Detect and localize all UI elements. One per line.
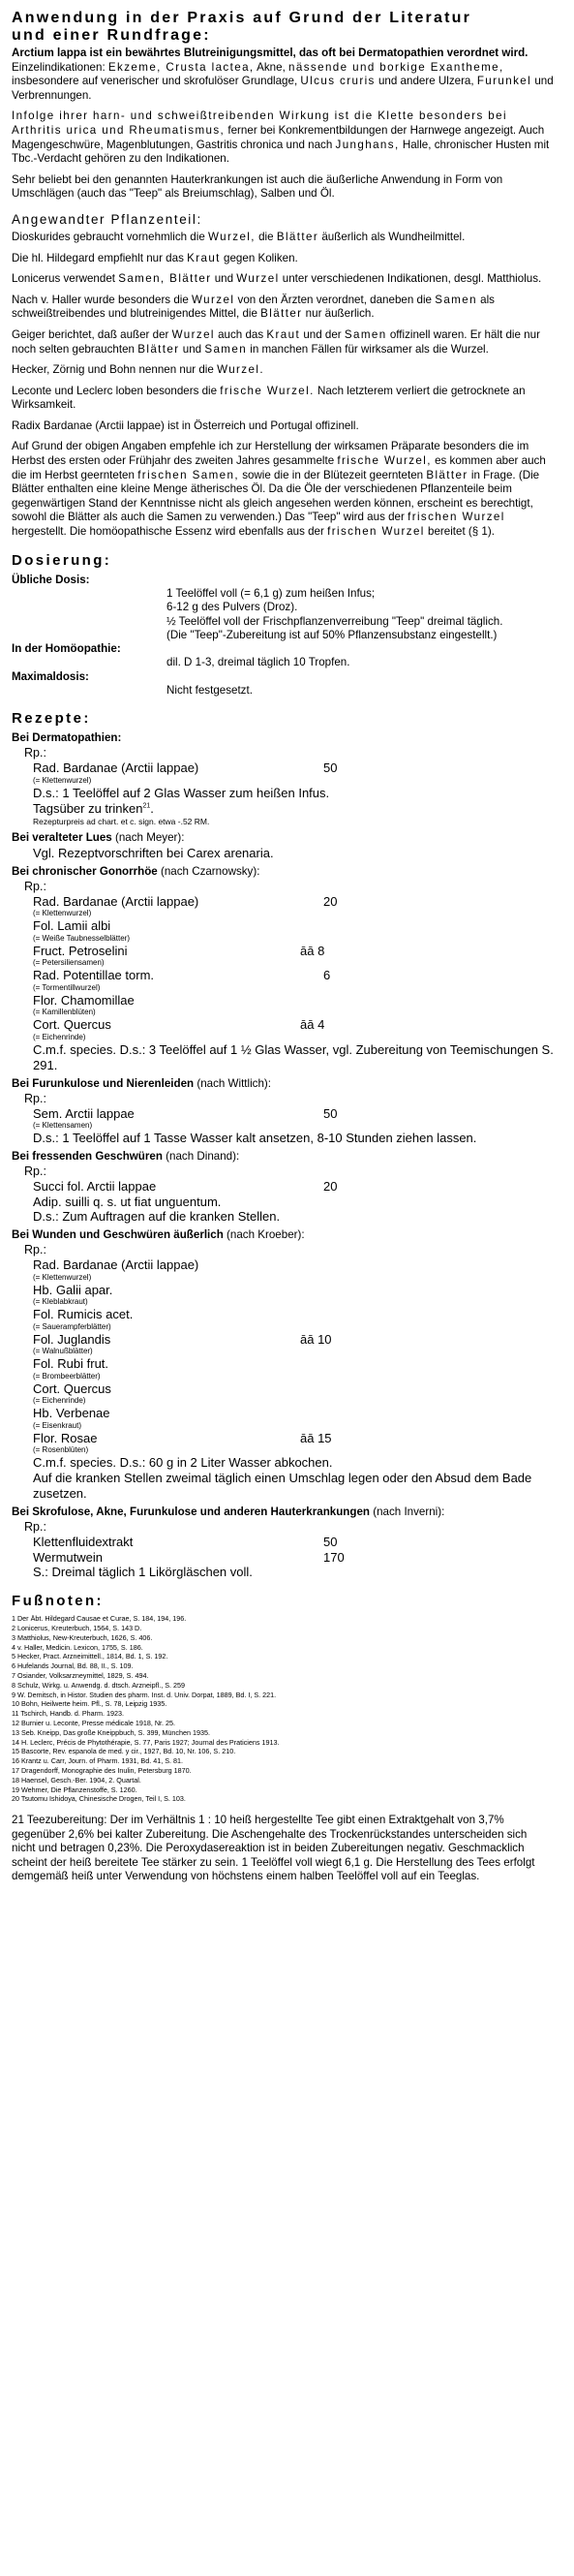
intro-paragraph bbox=[12, 47, 554, 103]
ingredient-german-name: (= Petersiliensamen) bbox=[33, 958, 105, 968]
dosage-label: Übliche Dosis: bbox=[12, 573, 90, 586]
ingredient-name: Klettenfluidextrakt bbox=[33, 1535, 134, 1550]
dosage-label: Maximaldosis: bbox=[12, 669, 89, 683]
ingredient-row bbox=[33, 1381, 554, 1407]
recipe-body bbox=[12, 846, 554, 861]
plant-part-paragraph bbox=[12, 440, 554, 539]
footnote: 9 W. Demitsch, in Histor. Studien des pharm. Inst. d. Univ. Dorpat, 1889, Bd. I, S. 221. bbox=[12, 1690, 277, 1699]
instruction-text: Vgl. Rezeptvorschriften bei Carex arenaria. bbox=[33, 845, 274, 860]
ingredient-german-name: (= Tormentillwurzel) bbox=[33, 982, 101, 992]
ingredient-quantity: āā 8 bbox=[300, 943, 325, 958]
recipe-rp-label: Rp.: bbox=[24, 1091, 46, 1105]
ingredient-row bbox=[33, 1535, 554, 1550]
dosage-value bbox=[166, 642, 554, 656]
instruction-text: C.m.f. species. D.s.: 60 g in 2 Liter Wasser abkochen. bbox=[33, 1455, 333, 1471]
recipe-block bbox=[12, 1505, 554, 1580]
ingredient-name: Hb. Galii apar. bbox=[33, 1282, 113, 1297]
recipe-body bbox=[12, 1092, 554, 1147]
recipe-heading bbox=[12, 1228, 554, 1242]
text-segment: Halle, chronischer Husten mit Tbc.-Verdacht gehören zu den Indikationen. bbox=[12, 138, 550, 166]
text-segment: nässende und borkige Exantheme, bbox=[288, 60, 504, 74]
recipe-source: (nach Inverni): bbox=[370, 1505, 445, 1519]
text-segment: Ekzeme, Crusta lactea, bbox=[107, 60, 255, 74]
footnote: 15 Bascorte, Rev. espanola de med. y cir., 1927, Bd. 10, Nr. 106, S. 210. bbox=[12, 1747, 236, 1756]
text-segment: Samen bbox=[344, 327, 387, 341]
text-segment: ferner bei Konkrementbildungen der Harnwege angezeigt. Auch Magengeschwüre, Magenblutungen, Gastritis chronica und nach bbox=[12, 123, 545, 151]
recipe-instruction bbox=[33, 1131, 554, 1146]
ingredient-german-name: (= Eichenrinde) bbox=[33, 1396, 86, 1406]
dosage-label bbox=[12, 656, 166, 669]
recipe-rp-label: Rp.: bbox=[24, 1520, 46, 1535]
recipe-rp-label: Rp.: bbox=[24, 879, 46, 893]
ingredient-row bbox=[33, 1406, 554, 1431]
text-segment: Nach letzterem verliert die getrocknete an Wirksamkeit. bbox=[12, 384, 526, 412]
recipe-body bbox=[12, 746, 554, 827]
plant-part-paragraph bbox=[12, 294, 554, 322]
text-segment: Samen, Blätter bbox=[118, 272, 212, 286]
text-segment: die bbox=[255, 230, 277, 243]
ingredient-name: Adip. suilli q. s. ut fiat unguentum. bbox=[33, 1194, 222, 1209]
footnote-reference: 21 bbox=[142, 802, 151, 810]
text-segment: Leconte und Leclerc loben besonders die bbox=[12, 384, 221, 397]
recipe-title: Bei fressenden Geschwüren bbox=[12, 1150, 163, 1164]
footnote: 20 Tsutomu Ishidoya, Chinesische Drogen, Teil I, S. 103. bbox=[12, 1794, 186, 1804]
ingredient-name: Cort. Quercus bbox=[33, 1381, 111, 1396]
ingredient-name: Fol. Lamii albi bbox=[33, 918, 111, 934]
ingredient-quantity: āā 4 bbox=[300, 1017, 325, 1033]
text-segment: Blätter bbox=[137, 342, 180, 356]
plant-part-paragraph bbox=[12, 363, 554, 378]
recipe-source: (nach Kroeber): bbox=[223, 1228, 305, 1242]
text-segment: in manchen Fällen für wirksamer als die Wurzel. bbox=[247, 342, 489, 356]
text-segment: hergestellt. Die homöopathische Essenz wird ebenfalls aus der bbox=[12, 525, 328, 539]
ingredient-row bbox=[33, 944, 554, 969]
text-segment: Furunkel bbox=[476, 75, 532, 88]
dosage-value bbox=[166, 587, 554, 642]
recipe-rp-label: Rp.: bbox=[24, 1243, 46, 1257]
text-segment: in Frage. (Die Blätter enthalten eine kleine Menge ätherisches Öl. Da die Öle der verschiedenen Pflanzenteile beim gegenwärtigen Stand der Kenntnisse nicht als gleich angesehen werden können, erscheint es berechtigt, sowohl die Blätter als auch die Samen zu verwenden.) Das "Teep" wird aus der bbox=[12, 468, 540, 524]
text-segment: Samen bbox=[204, 342, 248, 356]
recipe-price-note: Rezepturpreis ad chart. et c. sign. etwa -.52 RM. bbox=[33, 816, 210, 826]
dosage-line: Nicht festgesetzt. bbox=[166, 684, 253, 697]
recipe-rp-label: Rp.: bbox=[24, 746, 46, 760]
ingredient-row bbox=[33, 1257, 554, 1283]
recipe-title: Bei veralteter Lues bbox=[12, 830, 112, 844]
footnote: 16 Krantz u. Carr, Journ. of Pharm. 1931, Bd. 41, S. 81. bbox=[12, 1756, 183, 1766]
text-segment: frischen Wurzel bbox=[408, 511, 505, 524]
plant-part-paragraph bbox=[12, 328, 554, 357]
plant-part-paragraph bbox=[12, 385, 554, 413]
text-segment: Einzelindikationen: bbox=[12, 60, 108, 74]
dosage-row bbox=[12, 574, 554, 587]
ingredient-german-name: (= Kleblabkraut) bbox=[33, 1297, 88, 1307]
tea-preparation-note: 21 Teezubereitung: Der im Verhältnis 1 : 10 heiß hergestellte Tee gibt einen Extraktgehalt von 3,7% gegenüber 2,6% bei kalter Zubereitung. Die Aschengehalte des Trockenrückstandes unterscheiden sich nicht und betragen 0,23%. Die Peroxydasereaktion ist in beiden Zubereitungen negativ. Geschmacklich scheint der heiß bereitete Tee stärker zu sein. 1 Teelöffel voll wiegt 6,1 g. Die Herstellung des Tees erfolgt demgemäß heiß unter Verwendung von höchstens einem halben Teelöffel voll auf ein Teeglas. bbox=[12, 1814, 535, 1883]
plant-part-paragraph bbox=[12, 419, 554, 434]
recipe-body bbox=[12, 1243, 554, 1502]
instruction-text: S.: Dreimal täglich 1 Likörgläschen voll. bbox=[33, 1565, 253, 1580]
plant-part-paragraph bbox=[12, 231, 554, 245]
ingredient-german-name: (= Brombeerblätter) bbox=[33, 1371, 101, 1381]
ingredient-row bbox=[33, 1550, 554, 1566]
page-title-line-1: Anwendung in der Praxis auf Grund der Literatur bbox=[12, 10, 472, 26]
footnote: 1 Der Äbt. Hildegard Causae et Curae, S. 184, 194, 196. bbox=[12, 1614, 187, 1624]
recipe-block bbox=[12, 865, 554, 1073]
text-segment: frischen Wurzel bbox=[327, 525, 425, 539]
ingredient-row bbox=[33, 1106, 554, 1132]
recipe-title: Bei Skrofulose, Akne, Furunkulose und anderen Hauterkrankungen bbox=[12, 1505, 370, 1519]
ingredient-quantity: 20 bbox=[323, 1179, 338, 1195]
dosage-table bbox=[12, 574, 554, 698]
ingredient-name: Flor. Chamomillae bbox=[33, 992, 135, 1008]
text-segment: frische Wurzel, bbox=[337, 454, 432, 468]
footnote: 12 Burnier u. Leconte, Presse médicale 1918, Nr. 25. bbox=[12, 1719, 176, 1728]
text-segment: Samen bbox=[435, 293, 477, 306]
instruction-text: D.s.: 1 Teelöffel auf 2 Glas Wasser zum heißen Infus. bbox=[33, 785, 330, 800]
recipe-source: (nach Meyer): bbox=[111, 830, 185, 844]
text-segment: Wurzel, bbox=[208, 230, 256, 243]
instruction-text: D.s.: 1 Teelöffel auf 1 Tasse Wasser kalt ansetzen, 8-10 Stunden ziehen lassen. bbox=[33, 1131, 477, 1146]
text-segment: auch das bbox=[214, 327, 267, 341]
recipes-section bbox=[12, 731, 554, 1580]
ingredient-row bbox=[33, 1356, 554, 1381]
dosage-row bbox=[12, 670, 554, 684]
ingredient-german-name: (= Kamillenblüten) bbox=[33, 1008, 96, 1017]
ingredient-name: Cort. Quercus bbox=[33, 1017, 111, 1033]
text-segment: äußerlich als Wundheilmittel. bbox=[318, 230, 466, 243]
text-segment: und bbox=[211, 272, 237, 286]
footnotes-heading: Fußnoten: bbox=[12, 1593, 104, 1610]
dosage-label: In der Homöopathie: bbox=[12, 642, 121, 656]
text-segment: unter verschiedenen Indikationen, desgl. Matthiolus. bbox=[279, 272, 542, 286]
text-segment: offizinell waren. Er hält die nur noch selten gebrauchten bbox=[12, 327, 540, 356]
ingredient-name: Rad. Potentillae torm. bbox=[33, 968, 155, 983]
dosage-label bbox=[12, 684, 166, 698]
footnotes-list bbox=[12, 1614, 554, 1804]
text-segment: als schweißtreibendes und blutreinigendes Mittel, die bbox=[12, 293, 495, 321]
recipes-heading: Rezepte: bbox=[12, 710, 91, 728]
text-segment: nur äußerlich. bbox=[302, 307, 375, 321]
text-segment: Die hl. Hildegard empfiehlt nur das bbox=[12, 251, 188, 264]
footnote: 4 v. Haller, Medicin. Lexicon, 1755, S. 186. bbox=[12, 1642, 143, 1652]
recipe-source: (nach Czarnowsky): bbox=[157, 864, 260, 878]
text-segment: Arctium lappa ist ein bewährtes Blutreinigungsmittel, das oft bei Dermatopathien verordnet wird. bbox=[12, 47, 529, 59]
dosage-value bbox=[166, 656, 554, 669]
text-segment: Sehr beliebt bei den genannten Hauterkrankungen ist auch die äußerliche Anwendung in Form von Umschlägen (auch das "Teep" als Breiumschlag), Salben und Öl. bbox=[12, 172, 503, 201]
ingredient-german-name: (= Rosenblüten) bbox=[33, 1445, 89, 1455]
ingredient-row bbox=[33, 1332, 554, 1357]
recipe-source: (nach Wittlich): bbox=[194, 1076, 271, 1090]
recipe-heading bbox=[12, 1505, 554, 1519]
ingredient-quantity: 6 bbox=[323, 968, 331, 983]
ingredient-quantity: 170 bbox=[323, 1549, 345, 1565]
dosage-row bbox=[12, 642, 554, 656]
dosage-row bbox=[12, 656, 554, 669]
footnote: 7 Osiander, Volksarzneymittel, 1829, S. 494. bbox=[12, 1671, 149, 1681]
text-segment: von den Ärzten verordnet, daneben die bbox=[234, 293, 436, 306]
text-segment: Wurzel bbox=[236, 272, 280, 286]
ingredient-row bbox=[33, 1283, 554, 1308]
ingredient-german-name: (= Klettenwurzel) bbox=[33, 909, 92, 918]
intro-paragraph bbox=[12, 173, 554, 202]
intro-section bbox=[12, 47, 554, 202]
recipe-source: (nach Dinand): bbox=[162, 1150, 240, 1164]
ingredient-german-name: (= Klettensamen) bbox=[33, 1121, 93, 1131]
recipe-heading bbox=[12, 1150, 554, 1164]
text-segment: Wurzel. bbox=[217, 363, 264, 377]
recipe-body bbox=[12, 1164, 554, 1225]
text-segment: gegen Koliken. bbox=[220, 251, 298, 264]
text-segment: frischen Samen, bbox=[137, 468, 239, 481]
footnote: 13 Seb. Kneipp, Das große Kneippbuch, S. 399, München 1935. bbox=[12, 1727, 210, 1737]
recipe-heading bbox=[12, 831, 554, 845]
text-segment: Dioskurides gebraucht vornehmlich die bbox=[12, 230, 208, 243]
dosage-label bbox=[12, 587, 166, 642]
recipe-instruction bbox=[33, 1209, 554, 1225]
ingredient-name: Fruct. Petroselini bbox=[33, 943, 128, 958]
text-segment: Kraut bbox=[187, 251, 221, 264]
recipe-instruction bbox=[33, 1565, 554, 1580]
dosage-line: 6-12 g des Pulvers (Droz). bbox=[166, 601, 298, 614]
footnote: 19 Wehmer, Die Pflanzenstoffe, S. 1260. bbox=[12, 1785, 137, 1794]
page-title-line-2: und einer Rundfrage: bbox=[12, 27, 211, 44]
recipe-instruction bbox=[33, 786, 554, 801]
instruction-text: D.s.: Zum Auftragen auf die kranken Stellen. bbox=[33, 1209, 281, 1225]
recipe-block bbox=[12, 1150, 554, 1225]
ingredient-german-name: (= Eichenrinde) bbox=[33, 1032, 86, 1041]
ingredient-german-name: (= Klettenwurzel) bbox=[33, 1272, 92, 1282]
plant-parts-section bbox=[12, 231, 554, 540]
recipe-title: Bei Furunkulose und Nierenleiden bbox=[12, 1076, 195, 1090]
text-segment: Blätter bbox=[276, 230, 319, 243]
footnote: 10 Bohn, Heilwerte heim. Pfl., S. 78, Leipzig 1935. bbox=[12, 1699, 167, 1709]
text-segment: Lonicerus verwendet bbox=[12, 272, 119, 286]
recipe-instruction bbox=[33, 846, 554, 861]
text-segment: sowie die in der Blütezeit geernteten bbox=[238, 468, 427, 481]
recipe-rp-label: Rp.: bbox=[24, 1164, 46, 1179]
recipe-block bbox=[12, 1077, 554, 1147]
ingredient-name: Wermutwein bbox=[33, 1549, 104, 1565]
text-segment: es kommen aber auch die im Herbst geernteten bbox=[12, 454, 546, 481]
recipe-block bbox=[12, 831, 554, 861]
ingredient-row bbox=[33, 760, 554, 786]
footnote: 2 Lonicerus, Kreuterbuch, 1564, S. 143 D. bbox=[12, 1624, 142, 1633]
text-segment: und bbox=[179, 342, 205, 356]
dosage-row bbox=[12, 587, 554, 642]
ingredient-german-name: (= Klettenwurzel) bbox=[33, 775, 92, 785]
ingredient-name: Rad. Bardanae (Arctii lappae) bbox=[33, 760, 199, 776]
ingredient-german-name: (= Sauerampferblätter) bbox=[33, 1321, 111, 1331]
ingredient-name: Fol. Juglandis bbox=[33, 1331, 111, 1347]
text-segment: bereitet (§ 1). bbox=[424, 525, 495, 539]
ingredient-row bbox=[33, 918, 554, 944]
text-segment: Junghans, bbox=[335, 138, 400, 151]
ingredient-german-name: (= Eisenkraut) bbox=[33, 1420, 82, 1430]
instruction-text: Auf die kranken Stellen zweimal täglich einen Umschlag legen oder den Absud dem Bade zusetzen. bbox=[33, 1471, 532, 1502]
text-segment: insbesondere auf venerischer und skrofulöser Grundlage, bbox=[12, 75, 301, 88]
recipe-body bbox=[12, 1520, 554, 1580]
ingredient-row bbox=[33, 894, 554, 919]
ingredient-row bbox=[33, 1195, 554, 1210]
ingredient-name: Sem. Arctii lappae bbox=[33, 1105, 135, 1121]
text-segment: Wurzel bbox=[171, 327, 215, 341]
dosage-value bbox=[166, 574, 554, 587]
recipe-instruction bbox=[33, 1042, 554, 1073]
ingredient-row bbox=[33, 1017, 554, 1042]
footnote: 5 Hecker, Pract. Arzneimittell., 1814, Bd. 1, S. 192. bbox=[12, 1652, 168, 1661]
recipe-heading bbox=[12, 1077, 554, 1091]
ingredient-row bbox=[33, 993, 554, 1018]
text-segment: Blätter bbox=[260, 307, 303, 321]
text-segment: Blätter bbox=[426, 468, 468, 481]
text-segment: Auf Grund der obigen Angaben empfehle ich zur Herstellung der wirksamen Präparate besonders die im Herbst des ersten oder Frühjahr des zweiten Jahres gesammelte bbox=[12, 440, 529, 468]
ingredient-row bbox=[33, 1179, 554, 1195]
footnote: 11 Tschirch, Handb. d. Pharm. 1923. bbox=[12, 1709, 124, 1719]
text-segment: Wurzel bbox=[192, 293, 235, 306]
text-segment: und Verbrennungen. bbox=[12, 75, 554, 102]
text-segment: Kraut bbox=[266, 327, 301, 341]
footnote: 8 Schulz, Wirkg. u. Anwendg. d. dtsch. Arzneipfl., S. 259 bbox=[12, 1680, 185, 1690]
dosage-value bbox=[166, 670, 554, 684]
recipe-title: Bei Dermatopathien: bbox=[12, 731, 122, 745]
dosage-heading: Dosierung: bbox=[12, 551, 112, 569]
dosage-row bbox=[12, 684, 554, 698]
recipe-body bbox=[12, 880, 554, 1073]
recipe-heading bbox=[12, 865, 554, 879]
ingredient-name: Rad. Bardanae (Arctii lappae) bbox=[33, 1257, 199, 1273]
text-segment: Infolge ihrer harn- und schweißtreibenden Wirkung ist die Klette besonders bei Arthritis urica und Rheumatismus, bbox=[12, 109, 507, 137]
ingredient-name: Flor. Rosae bbox=[33, 1430, 98, 1445]
ingredient-quantity: āā 15 bbox=[300, 1430, 332, 1445]
ingredient-row bbox=[33, 1431, 554, 1456]
footnote: 6 Hufelands Journal, Bd. 88, II., S. 109. bbox=[12, 1661, 134, 1671]
instruction-text: C.m.f. species. D.s.: 3 Teelöffel auf 1 ½ Glas Wasser, vgl. Zubereitung von Teemischungen S. 291. bbox=[33, 1041, 554, 1072]
ingredient-name: Fol. Rumicis acet. bbox=[33, 1307, 134, 1322]
plant-parts-heading: Angewandter Pflanzenteil: bbox=[12, 211, 202, 227]
text-segment: Akne, bbox=[254, 60, 289, 74]
recipe-title: Bei Wunden und Geschwüren äußerlich bbox=[12, 1228, 224, 1242]
text-segment: Radix Bardanae (Arctii lappae) ist in Österreich und Portugal offizinell. bbox=[12, 419, 359, 432]
ingredient-german-name: (= Weiße Taubnesselblätter) bbox=[33, 933, 130, 943]
recipe-block bbox=[12, 1228, 554, 1502]
ingredient-name: Fol. Rubi frut. bbox=[33, 1356, 109, 1372]
text-segment: und andere Ulzera, bbox=[375, 75, 477, 88]
ingredient-quantity: 20 bbox=[323, 893, 338, 909]
ingredient-name: Succi fol. Arctii lappae bbox=[33, 1179, 157, 1195]
dosage-line: dil. D 1-3, dreimal täglich 10 Tropfen. bbox=[166, 656, 350, 669]
ingredient-german-name: (= Walnußblätter) bbox=[33, 1347, 93, 1356]
text-segment: Hecker, Zörnig und Bohn nennen nur die bbox=[12, 363, 218, 377]
recipe-heading bbox=[12, 731, 554, 745]
dosage-line: 1 Teelöffel voll (= 6,1 g) zum heißen Infus; bbox=[166, 586, 376, 600]
text-segment: Geiger berichtet, daß außer der bbox=[12, 327, 172, 341]
text-segment: Ulcus cruris bbox=[300, 75, 376, 88]
ingredient-name: Hb. Verbenae bbox=[33, 1406, 110, 1421]
text-segment: Nach v. Haller wurde besonders die bbox=[12, 293, 193, 306]
footnote: 18 Haensel, Gesch.-Ber. 1904, 2. Quartal. bbox=[12, 1775, 141, 1785]
ingredient-quantity: 50 bbox=[323, 1105, 338, 1121]
plant-part-paragraph bbox=[12, 252, 554, 266]
recipe-title: Bei chronischer Gonorrhöe bbox=[12, 864, 158, 878]
recipe-instruction bbox=[33, 1455, 554, 1471]
recipe-instruction bbox=[33, 1471, 554, 1502]
ingredient-quantity: 50 bbox=[323, 760, 338, 776]
dosage-line: (Die "Teep"-Zubereitung ist auf 50% Pflanzensubstanz eingestellt.) bbox=[166, 628, 498, 641]
text-segment: frische Wurzel. bbox=[220, 384, 315, 397]
footnote: 17 Dragendorff, Monographie des Inulin, Petersburg 1870. bbox=[12, 1766, 192, 1776]
ingredient-quantity: āā 10 bbox=[300, 1331, 332, 1347]
ingredient-quantity: 50 bbox=[323, 1535, 338, 1550]
recipe-instruction: Tagsüber zu trinken$^{21}$. bbox=[33, 800, 154, 816]
document-page bbox=[12, 10, 554, 1895]
intro-paragraph bbox=[12, 109, 554, 166]
footnote: 3 Matthiolus, New-Kreuterbuch, 1626, S. 406. bbox=[12, 1632, 153, 1642]
instruction-text: Tagsüber zu trinken bbox=[33, 800, 143, 816]
recipe-block bbox=[12, 731, 554, 827]
page-title bbox=[12, 10, 554, 45]
text-segment: und der bbox=[300, 327, 345, 341]
plant-part-paragraph bbox=[12, 272, 554, 287]
footnote: 14 H. Leclerc, Précis de Phytothérapie, S. 77, Paris 1927; Journal des Praticiens 1913. bbox=[12, 1737, 280, 1747]
dosage-value bbox=[166, 684, 554, 698]
ingredient-row bbox=[33, 968, 554, 993]
ingredient-row bbox=[33, 1307, 554, 1332]
dosage-line: ½ Teelöffel voll der Frischpflanzenverreibung "Teep" dreimal täglich. bbox=[166, 614, 503, 628]
ingredient-name: Rad. Bardanae (Arctii lappae) bbox=[33, 893, 199, 909]
